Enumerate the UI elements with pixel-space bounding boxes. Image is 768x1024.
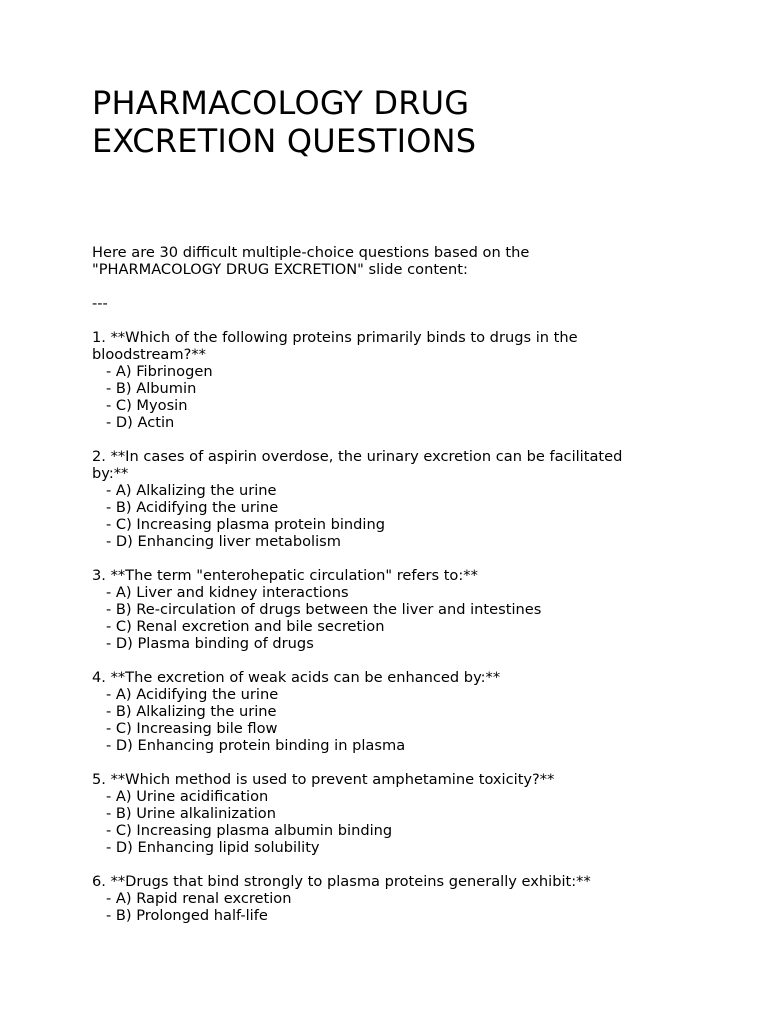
document-page [92,84,722,924]
option-d: - D) Enhancing liver metabolism [106,533,341,550]
question-6 [92,873,722,924]
option-c: - C) Increasing plasma albumin binding [106,822,393,839]
option-c: - C) Renal excretion and bile secretion [106,618,385,635]
separator: --- [92,295,108,312]
question-text [92,771,722,788]
question-4 [92,669,722,754]
option-a: - A) Acidifying the urine [106,686,279,703]
question-text [92,873,722,890]
question-line: by:** [92,465,129,482]
question-5 [92,771,722,856]
document-title [92,84,722,160]
intro-paragraph [92,244,722,278]
document-body [92,244,722,924]
option-b: - B) Albumin [106,380,197,397]
option-a: - A) Rapid renal excretion [106,890,292,907]
question-2 [92,448,722,550]
question-text [92,448,722,482]
question-text [92,329,722,363]
question-line: bloodstream?** [92,346,206,363]
option-b: - B) Urine alkalinization [106,805,276,822]
title-line: PHARMACOLOGY DRUG [92,84,470,122]
option-b: - B) Acidifying the urine [106,499,279,516]
option-d: - D) Actin [106,414,175,431]
option-b: - B) Alkalizing the urine [106,703,277,720]
option-c: - C) Increasing plasma protein binding [106,516,385,533]
question-line: 1. **Which of the following proteins primarily binds to drugs in the [92,329,578,346]
intro-line: Here are 30 difficult multiple-choice questions based on the [92,244,530,261]
question-line: 6. **Drugs that bind strongly to plasma proteins generally exhibit:** [92,873,591,890]
question-text [92,669,722,686]
question-line: 4. **The excretion of weak acids can be enhanced by:** [92,669,501,686]
option-a: - A) Fibrinogen [106,363,213,380]
option-a: - A) Urine acidification [106,788,269,805]
question-line: 3. **The term "enterohepatic circulation" refers to:** [92,567,478,584]
option-a: - A) Alkalizing the urine [106,482,277,499]
intro-line: "PHARMACOLOGY DRUG EXCRETION" slide content: [92,261,468,278]
option-a: - A) Liver and kidney interactions [106,584,349,601]
option-c: - C) Myosin [106,397,188,414]
title-line: EXCRETION QUESTIONS [92,122,477,160]
question-text [92,567,722,584]
option-b: - B) Prolonged half-life [106,907,268,924]
option-d: - D) Enhancing lipid solubility [106,839,320,856]
option-d: - D) Enhancing protein binding in plasma [106,737,406,754]
option-d: - D) Plasma binding of drugs [106,635,314,652]
question-line: 5. **Which method is used to prevent amphetamine toxicity?** [92,771,555,788]
option-c: - C) Increasing bile flow [106,720,278,737]
question-1 [92,329,722,431]
question-line: 2. **In cases of aspirin overdose, the urinary excretion can be facilitated [92,448,623,465]
question-3 [92,567,722,652]
option-b: - B) Re-circulation of drugs between the liver and intestines [106,601,542,618]
